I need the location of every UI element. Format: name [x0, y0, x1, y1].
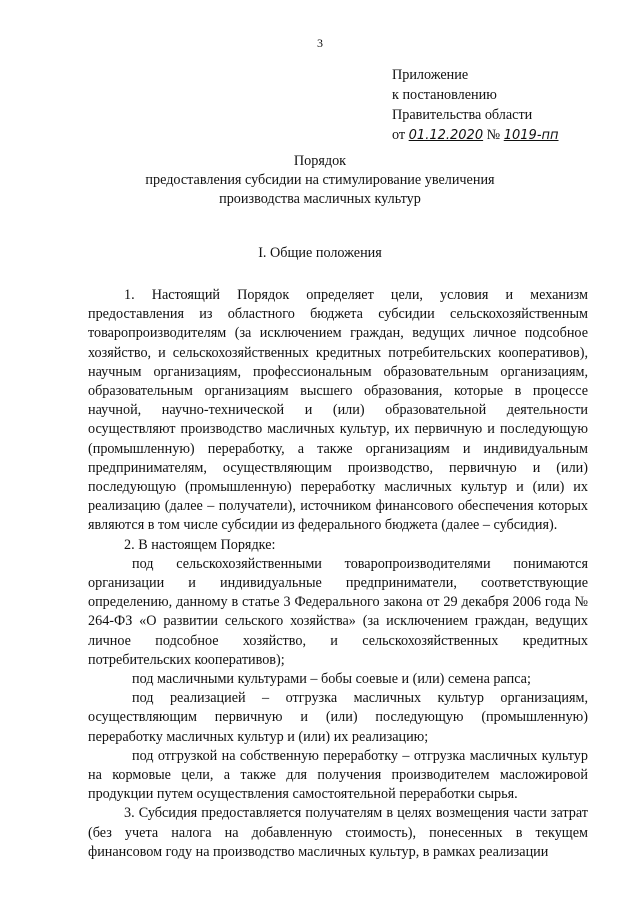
number-prefix: №: [486, 127, 501, 143]
resolution-date: 01.12.2020: [408, 128, 484, 143]
page-number: 3: [317, 36, 323, 50]
paragraph: 3. Субсидия предоставляется получателям в целях возмещения части затрат (без учета налога на добавленную стоимость), понесенных в текущем финансовом году на производство масличных культур, в рамках реализации: [88, 805, 588, 860]
paragraph: 2. В настоящем Порядке:: [124, 536, 276, 553]
title-line-1: Порядок: [293, 153, 347, 169]
document-body: [88, 286, 588, 862]
paragraph: под сельскохозяйственными товаропроизводителями понимаются организации и индивидуальные предприниматели, соответствующие определению, данному в статье 3 Федерального закона от 29 декабря 2006 года № 264-ФЗ «О развитии сельского хозяйства» (за исключением граждан, ведущих личное подсобное хозяйство, и сельскохозяйственных кредитных потребительских кооперативов);: [88, 555, 588, 668]
section-heading: I. Общие положения: [258, 245, 382, 261]
document-title: [0, 152, 640, 209]
paragraph: 1. Настоящий Порядок определяет цели, условия и механизм предоставления из областного бюджета субсидии сельскохозяйственным товаропроизводителям (за исключением граждан, ведущих личное подсобное хозяйство, и сельскохозяйственных кредитных потребительских кооперативов), научным организациям, профессиональным образовательным организациям, образовательным организациям высшего образования, которые в процессе научной, научно-технической и (или) образовательной деятельности осуществляют производство масличных культур, их первичную и последующую (промышленную) переработку, а также организациям и индивидуальным предпринимателям, осуществляющим производство, первичную и (или) последующую (промышленную) переработку масличных культур и (или) их реализацию (далее – получатели), источником финансового обеспечения которых являются в том числе субсидии из федерального бюджета (далее – субсидия).: [88, 287, 588, 534]
paragraph: под реализацией – отгрузка масличных культур организациям, осуществляющим первичную и (или) последующую (промышленную) переработку масличных культур и (или) их реализацию;: [88, 690, 588, 745]
paragraph: под масличными культурами – бобы соевые и (или) семена рапса;: [132, 671, 531, 688]
title-line-2: предоставления субсидии на стимулирование увеличения: [145, 172, 495, 188]
paragraph: под отгрузкой на собственную переработку – отгрузка масличных культур на кормовые цели, а также для получения производителем масложировой продукции путем осуществления самостоятельной переработки сырья.: [88, 747, 588, 803]
appendix-date-line: [392, 125, 559, 146]
appendix-line-2: к постановлению: [392, 87, 497, 103]
resolution-number: 1019-пп: [503, 128, 559, 143]
appendix-line-3: Правительства области: [392, 107, 533, 123]
date-prefix: от: [392, 127, 406, 143]
title-line-3: производства масличных культур: [219, 191, 421, 207]
appendix-block: [392, 65, 559, 146]
appendix-line-1: Приложение: [392, 67, 469, 83]
